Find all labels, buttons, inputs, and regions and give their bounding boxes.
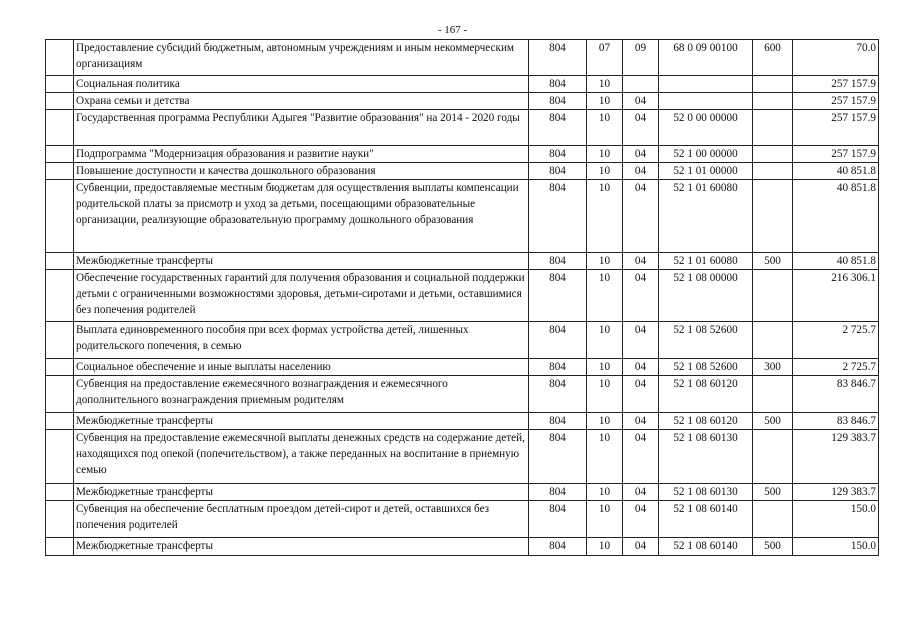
amount: 40 851.8 <box>793 253 879 270</box>
table-row <box>46 253 879 270</box>
dept-code: 804 <box>529 430 587 484</box>
table-row <box>46 322 879 359</box>
subsection-code: 04 <box>623 146 659 163</box>
blank-cell <box>46 180 74 253</box>
item-name: Межбюджетные трансферты <box>74 413 529 430</box>
subsection-code: 04 <box>623 322 659 359</box>
item-name: Социальная политика <box>74 76 529 93</box>
blank-cell <box>46 93 74 110</box>
blank-cell <box>46 359 74 376</box>
expense-type-code: 500 <box>753 484 793 501</box>
table-row <box>46 146 879 163</box>
item-name: Обеспечение государственных гарантий для получения образования и социальной поддержки детьми с ограниченными возможностями здоровья, детьми-сиротами и детьми, оставшимися без попечения родителей <box>74 270 529 322</box>
budget-table <box>45 39 879 556</box>
target-article-code <box>659 93 753 110</box>
expense-type-code <box>753 76 793 93</box>
blank-cell <box>46 538 74 556</box>
dept-code: 804 <box>529 322 587 359</box>
dept-code: 804 <box>529 76 587 93</box>
item-name: Государственная программа Республики Адыгея "Развитие образования" на 2014 - 2020 годы <box>74 110 529 146</box>
dept-code: 804 <box>529 270 587 322</box>
target-article-code: 52 1 01 00000 <box>659 163 753 180</box>
expense-type-code <box>753 93 793 110</box>
subsection-code: 09 <box>623 40 659 76</box>
section-code: 07 <box>587 40 623 76</box>
table-row <box>46 93 879 110</box>
subsection-code: 04 <box>623 430 659 484</box>
table-row <box>46 270 879 322</box>
table-row <box>46 376 879 413</box>
blank-cell <box>46 376 74 413</box>
expense-type-code: 500 <box>753 538 793 556</box>
table-row <box>46 40 879 76</box>
table-row <box>46 413 879 430</box>
expense-type-code <box>753 322 793 359</box>
target-article-code: 52 0 00 00000 <box>659 110 753 146</box>
blank-cell <box>46 163 74 180</box>
dept-code: 804 <box>529 163 587 180</box>
target-article-code: 52 1 00 00000 <box>659 146 753 163</box>
subsection-code: 04 <box>623 110 659 146</box>
amount: 83 846.7 <box>793 376 879 413</box>
section-code: 10 <box>587 146 623 163</box>
subsection-code: 04 <box>623 484 659 501</box>
expense-type-code: 300 <box>753 359 793 376</box>
subsection-code: 04 <box>623 538 659 556</box>
amount: 83 846.7 <box>793 413 879 430</box>
expense-type-code: 500 <box>753 413 793 430</box>
amount: 257 157.9 <box>793 146 879 163</box>
dept-code: 804 <box>529 110 587 146</box>
section-code: 10 <box>587 163 623 180</box>
dept-code: 804 <box>529 501 587 538</box>
subsection-code: 04 <box>623 413 659 430</box>
table-row <box>46 110 879 146</box>
expense-type-code <box>753 180 793 253</box>
dept-code: 804 <box>529 146 587 163</box>
dept-code: 804 <box>529 93 587 110</box>
expense-type-code <box>753 501 793 538</box>
amount: 216 306.1 <box>793 270 879 322</box>
amount: 2 725.7 <box>793 322 879 359</box>
amount: 257 157.9 <box>793 76 879 93</box>
amount: 70.0 <box>793 40 879 76</box>
section-code: 10 <box>587 413 623 430</box>
section-code: 10 <box>587 430 623 484</box>
table-row <box>46 430 879 484</box>
section-code: 10 <box>587 93 623 110</box>
amount: 2 725.7 <box>793 359 879 376</box>
target-article-code: 52 1 08 60140 <box>659 538 753 556</box>
subsection-code: 04 <box>623 180 659 253</box>
blank-cell <box>46 40 74 76</box>
expense-type-code: 500 <box>753 253 793 270</box>
amount: 150.0 <box>793 501 879 538</box>
blank-cell <box>46 76 74 93</box>
table-row <box>46 538 879 556</box>
dept-code: 804 <box>529 376 587 413</box>
item-name: Социальное обеспечение и иные выплаты населению <box>74 359 529 376</box>
item-name: Межбюджетные трансферты <box>74 538 529 556</box>
table-row <box>46 484 879 501</box>
table-row <box>46 501 879 538</box>
table-row <box>46 76 879 93</box>
target-article-code: 52 1 08 00000 <box>659 270 753 322</box>
item-name: Повышение доступности и качества дошкольного образования <box>74 163 529 180</box>
amount: 129 383.7 <box>793 484 879 501</box>
item-name: Межбюджетные трансферты <box>74 253 529 270</box>
amount: 129 383.7 <box>793 430 879 484</box>
blank-cell <box>46 322 74 359</box>
blank-cell <box>46 501 74 538</box>
target-article-code <box>659 76 753 93</box>
subsection-code <box>623 76 659 93</box>
target-article-code: 52 1 08 52600 <box>659 359 753 376</box>
section-code: 10 <box>587 180 623 253</box>
section-code: 10 <box>587 376 623 413</box>
section-code: 10 <box>587 253 623 270</box>
section-code: 10 <box>587 270 623 322</box>
target-article-code: 52 1 08 52600 <box>659 322 753 359</box>
dept-code: 804 <box>529 359 587 376</box>
table-row <box>46 163 879 180</box>
target-article-code: 52 1 08 60120 <box>659 376 753 413</box>
item-name: Субвенция на предоставление ежемесячной выплаты денежных средств на содержание детей, находящихся под опекой (попечительством), а также переданных на воспитание в приемную семью <box>74 430 529 484</box>
blank-cell <box>46 484 74 501</box>
dept-code: 804 <box>529 253 587 270</box>
dept-code: 804 <box>529 40 587 76</box>
item-name: Субвенция на обеспечение бесплатным проездом детей-сирот и детей, оставшихся без попечения родителей <box>74 501 529 538</box>
item-name: Охрана семьи и детства <box>74 93 529 110</box>
target-article-code: 52 1 08 60130 <box>659 484 753 501</box>
item-name: Предоставление субсидий бюджетным, автономным учреждениям и иным некоммерческим организациям <box>74 40 529 76</box>
item-name: Межбюджетные трансферты <box>74 484 529 501</box>
amount: 150.0 <box>793 538 879 556</box>
subsection-code: 04 <box>623 359 659 376</box>
target-article-code: 52 1 08 60120 <box>659 413 753 430</box>
blank-cell <box>46 430 74 484</box>
section-code: 10 <box>587 501 623 538</box>
item-name: Субвенция на предоставление ежемесячного вознаграждения и ежемесячного дополнительного вознаграждения приемным родителям <box>74 376 529 413</box>
subsection-code: 04 <box>623 501 659 538</box>
dept-code: 804 <box>529 484 587 501</box>
item-name: Подпрограмма "Модернизация образования и развитие науки" <box>74 146 529 163</box>
section-code: 10 <box>587 76 623 93</box>
dept-code: 804 <box>529 180 587 253</box>
subsection-code: 04 <box>623 253 659 270</box>
blank-cell <box>46 146 74 163</box>
subsection-code: 04 <box>623 93 659 110</box>
target-article-code: 52 1 01 60080 <box>659 180 753 253</box>
expense-type-code <box>753 270 793 322</box>
section-code: 10 <box>587 484 623 501</box>
amount: 40 851.8 <box>793 163 879 180</box>
blank-cell <box>46 270 74 322</box>
dept-code: 804 <box>529 413 587 430</box>
item-name: Субвенции, предоставляемые местным бюджетам для осуществления выплаты компенсации родительской платы за присмотр и уход за детьми, посещающими образовательные организации, реализующие образовательную программу дошкольного образования <box>74 180 529 253</box>
target-article-code: 52 1 08 60130 <box>659 430 753 484</box>
dept-code: 804 <box>529 538 587 556</box>
blank-cell <box>46 110 74 146</box>
table-row <box>46 359 879 376</box>
amount: 40 851.8 <box>793 180 879 253</box>
expense-type-code <box>753 376 793 413</box>
section-code: 10 <box>587 110 623 146</box>
subsection-code: 04 <box>623 376 659 413</box>
expense-type-code: 600 <box>753 40 793 76</box>
table-row <box>46 180 879 253</box>
expense-type-code <box>753 430 793 484</box>
expense-type-code <box>753 146 793 163</box>
expense-type-code <box>753 110 793 146</box>
section-code: 10 <box>587 322 623 359</box>
target-article-code: 68 0 09 00100 <box>659 40 753 76</box>
section-code: 10 <box>587 359 623 376</box>
section-code: 10 <box>587 538 623 556</box>
target-article-code: 52 1 01 60080 <box>659 253 753 270</box>
expense-type-code <box>753 163 793 180</box>
item-name: Выплата единовременного пособия при всех формах устройства детей, лишенных родительского попечения, в семью <box>74 322 529 359</box>
subsection-code: 04 <box>623 270 659 322</box>
blank-cell <box>46 413 74 430</box>
page-number: - 167 - <box>437 24 468 36</box>
subsection-code: 04 <box>623 163 659 180</box>
amount: 257 157.9 <box>793 110 879 146</box>
blank-cell <box>46 253 74 270</box>
target-article-code: 52 1 08 60140 <box>659 501 753 538</box>
amount: 257 157.9 <box>793 93 879 110</box>
